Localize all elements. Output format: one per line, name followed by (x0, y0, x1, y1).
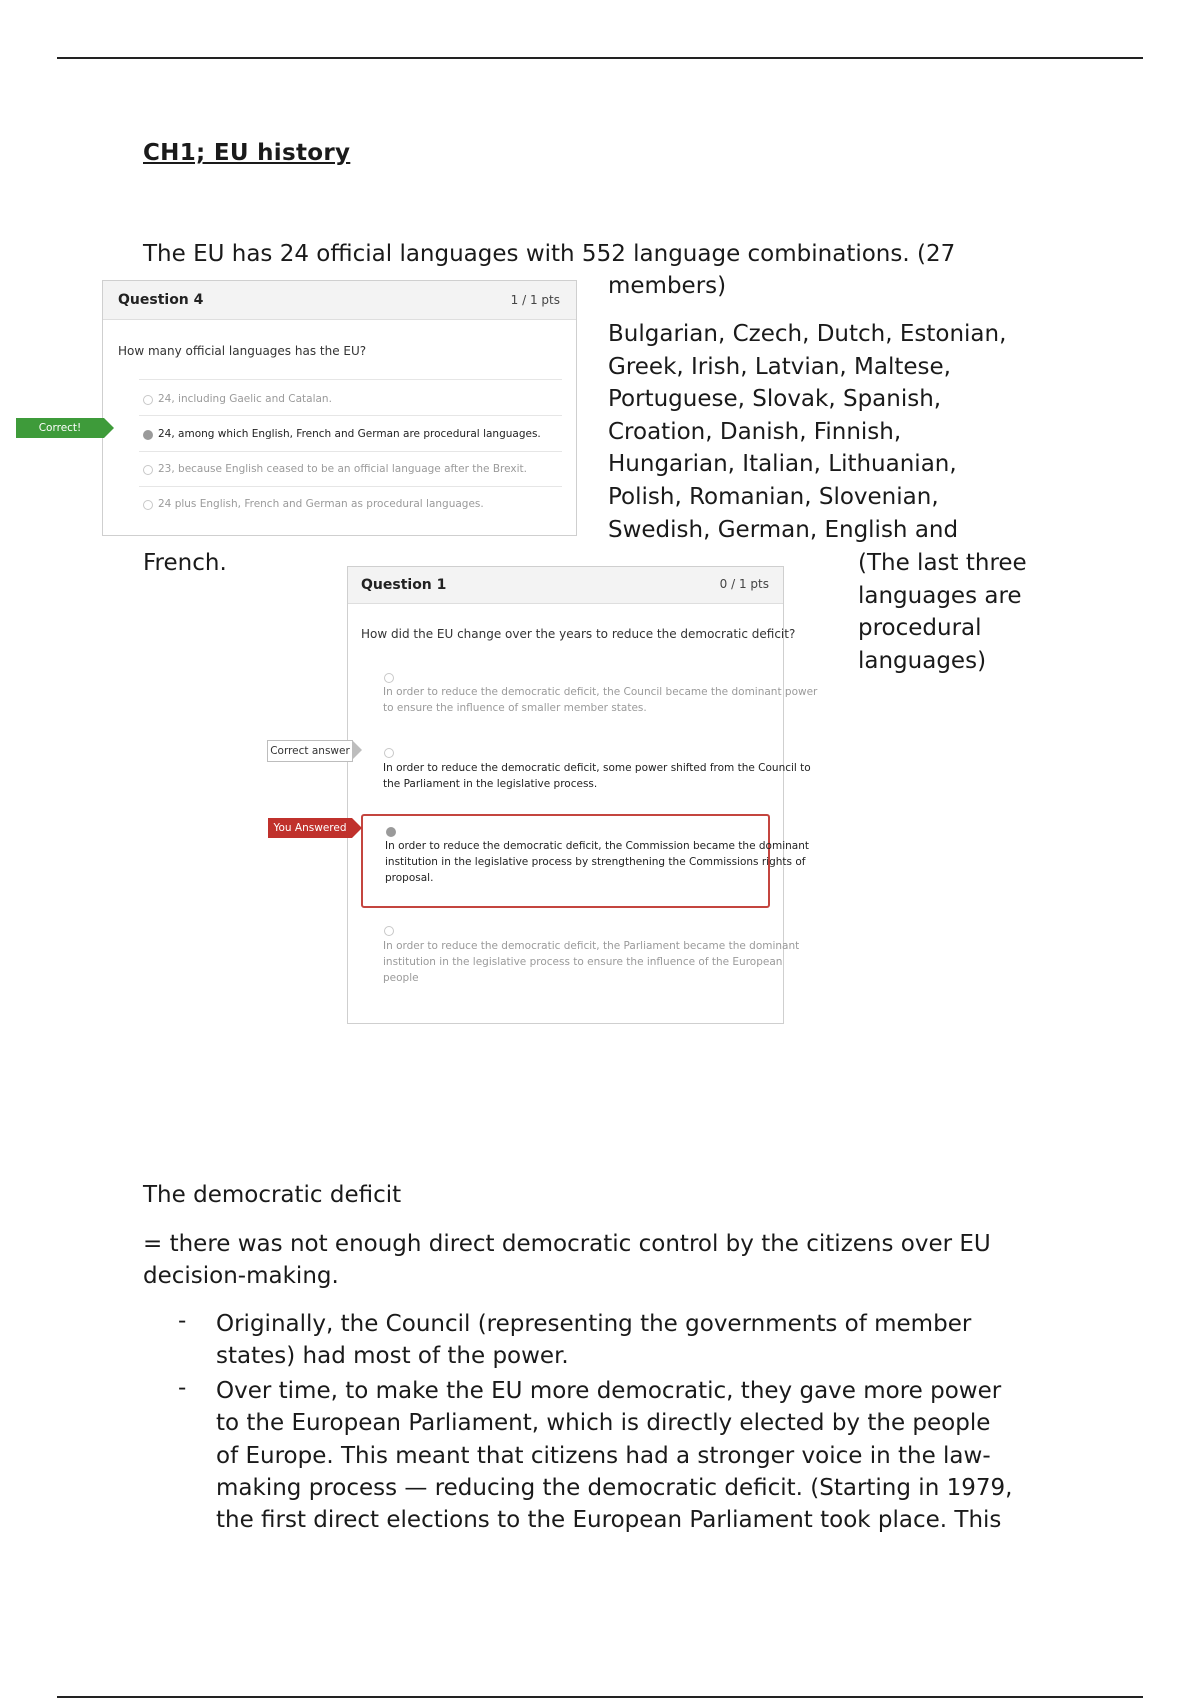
answer-option-line: institution in the legislative process to ensure the influence of the European (383, 956, 783, 968)
answer-option: 24 plus English, French and German as procedural languages. (158, 498, 484, 510)
answer-separator (139, 451, 562, 452)
languages-line: Croation, Danish, Finnish, (608, 419, 902, 445)
bottom-rule (57, 1696, 1143, 1698)
answer-option-line: In order to reduce the democratic deficit, the Parliament became the dominant (383, 940, 800, 952)
procedural-note-line: procedural (858, 615, 982, 641)
answer-radio-selected[interactable] (143, 430, 153, 440)
languages-line: Portuguese, Slovak, Spanish, (608, 386, 942, 412)
answer-separator (139, 486, 562, 487)
correct-flag (16, 418, 104, 438)
definition-line: = there was not enough direct democratic control by the citizens over EU (143, 1231, 991, 1257)
answer-option-selected: 24, among which English, French and German are procedural languages. (158, 428, 541, 440)
bullet-line: Originally, the Council (representing the governments of member (216, 1311, 972, 1337)
answer-separator (139, 415, 562, 416)
languages-line: Hungarian, Italian, Lithuanian, (608, 451, 957, 477)
answer-option-line: people (383, 972, 419, 984)
answer-radio[interactable] (384, 748, 394, 758)
answer-radio[interactable] (143, 395, 153, 405)
quiz-card-header (348, 567, 783, 604)
languages-line: Bulgarian, Czech, Dutch, Estonian, (608, 321, 1007, 347)
answer-radio[interactable] (384, 926, 394, 936)
correct-flag-label: Correct! (38, 422, 82, 434)
answer-option-line: In order to reduce the democratic deficit, the Council became the dominant power (383, 686, 818, 698)
bullet-line: of Europe. This meant that citizens had a stronger voice in the law- (216, 1443, 991, 1469)
answer-radio-selected[interactable] (386, 827, 396, 837)
answer-option-line: proposal. (385, 872, 434, 884)
answer-radio[interactable] (143, 500, 153, 510)
bullet-line: states) had most of the power. (216, 1343, 569, 1369)
quiz-card-question-1 (347, 566, 818, 1024)
french-line: French. (143, 550, 227, 576)
bullet-line: Over time, to make the EU more democratic, they gave more power (216, 1378, 1002, 1404)
question-text: How did the EU change over the years to reduce the democratic deficit? (361, 627, 796, 641)
answer-option-line: to ensure the influence of smaller member states. (383, 702, 647, 714)
bullet-marker: - (178, 1308, 187, 1334)
procedural-note-line: languages) (858, 648, 987, 674)
answer-separator (139, 379, 562, 380)
question-points: 1 / 1 pts (510, 293, 560, 307)
answer-option-line: the Parliament in the legislative process. (383, 778, 598, 790)
bullet-marker: - (178, 1375, 187, 1401)
answer-option: 24, including Gaelic and Catalan. (158, 393, 332, 405)
languages-line: Polish, Romanian, Slovenian, (608, 484, 939, 510)
definition-line: decision-making. (143, 1263, 339, 1289)
answer-radio[interactable] (384, 673, 394, 683)
answer-radio[interactable] (143, 465, 153, 475)
answer-option-line: In order to reduce the democratic deficit, the Commission became the dominant (385, 840, 809, 852)
quiz-card-header (103, 281, 576, 320)
correct-answer-flag (267, 740, 353, 762)
quiz-card-question-4 (102, 280, 577, 536)
bullet-line: the first direct elections to the European Parliament took place. This (216, 1507, 1002, 1533)
answer-option-line: In order to reduce the democratic deficit, some power shifted from the Council to (383, 762, 811, 774)
bullet-line: to the European Parliament, which is directly elected by the people (216, 1410, 991, 1436)
answer-option: 23, because English ceased to be an official language after the Brexit. (158, 463, 527, 475)
bullet-line: making process — reducing the democratic deficit. (Starting in 1979, (216, 1475, 1013, 1501)
procedural-note-line: (The last three (858, 550, 1027, 576)
correct-answer-flag-label: Correct answer (270, 745, 350, 757)
you-answered-flag (268, 818, 352, 838)
question-title: Question 4 (118, 292, 204, 308)
languages-line: Swedish, German, English and (608, 517, 959, 543)
intro-line-1: The EU has 24 official languages with 552 language combinations. (27 (143, 241, 956, 267)
languages-line: Greek, Irish, Latvian, Maltese, (608, 354, 951, 380)
section-heading: The democratic deficit (143, 1182, 402, 1208)
answer-option-line: institution in the legislative process by strengthening the Commissions rights of (385, 856, 806, 868)
you-answered-flag-label: You Answered (273, 822, 347, 834)
page-title: CH1; EU history (143, 140, 351, 166)
procedural-note-line: languages are (858, 583, 1022, 609)
intro-line-2: members) (608, 273, 727, 299)
question-text: How many official languages has the EU? (118, 344, 367, 358)
top-rule (57, 57, 1143, 59)
question-points: 0 / 1 pts (719, 577, 769, 591)
question-title: Question 1 (361, 577, 447, 593)
